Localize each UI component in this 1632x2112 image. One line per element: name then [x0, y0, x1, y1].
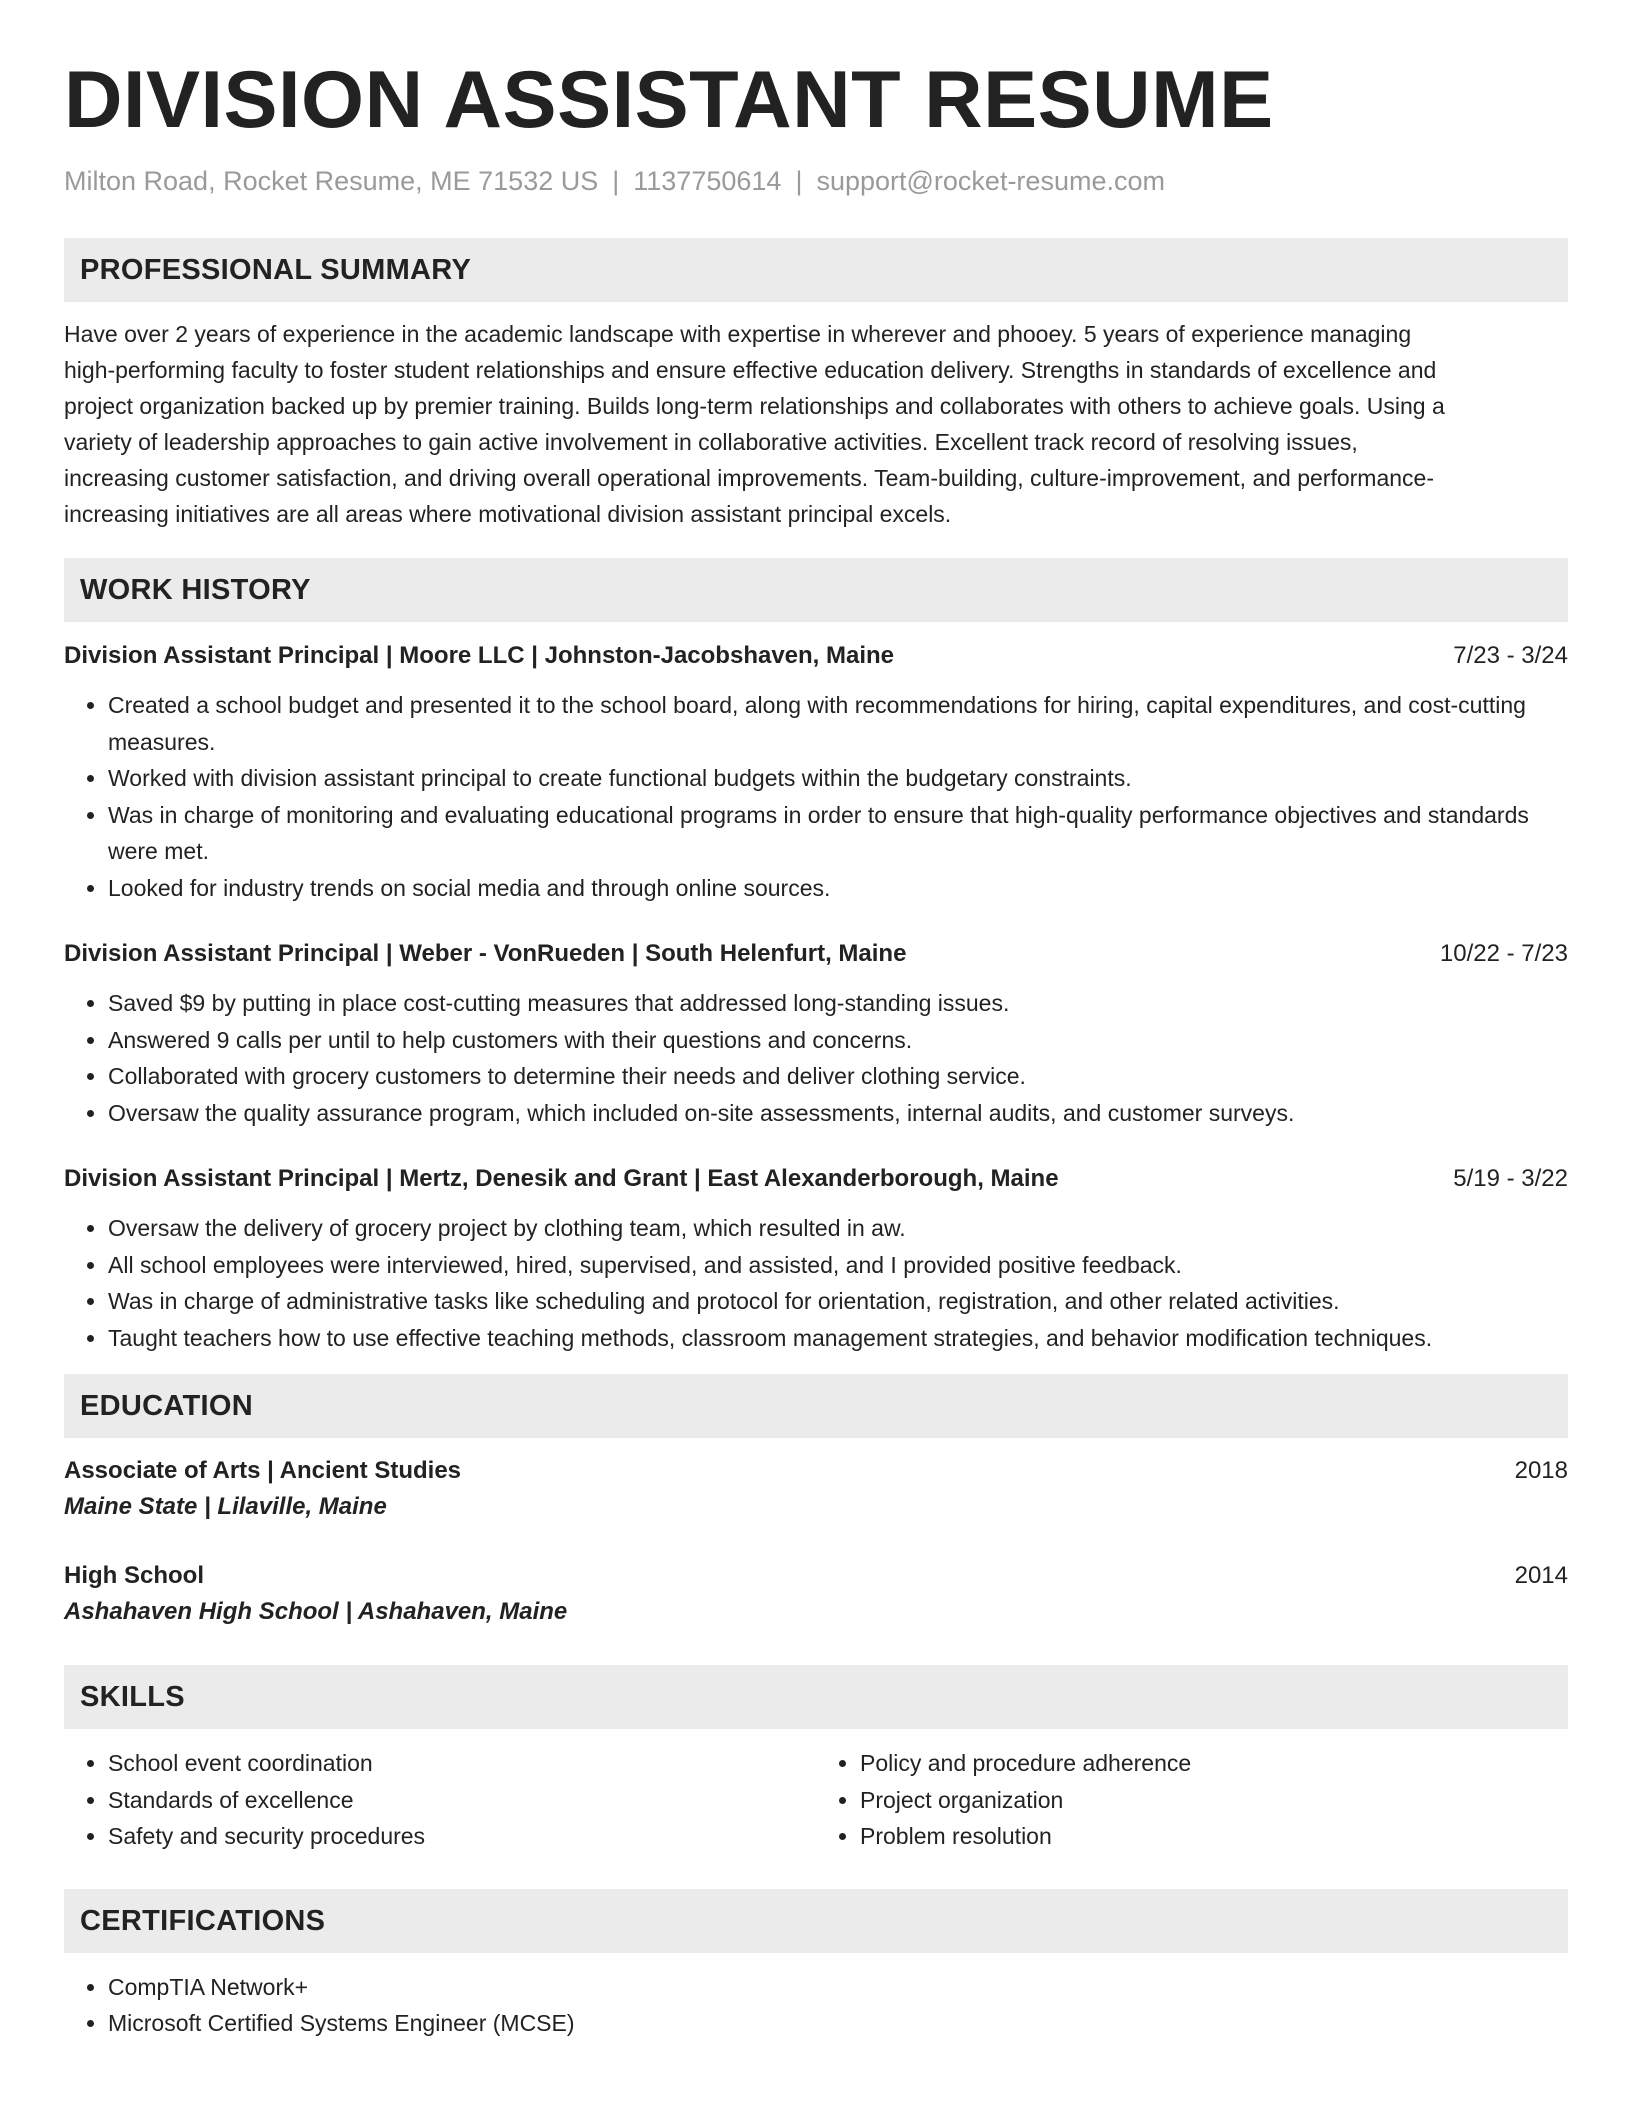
job-bullets — [64, 985, 1568, 1131]
job-bullet: • Was in charge of monitoring and evaluating educational programs in order to ensure that high-quality performance objectives and standards were met. — [108, 797, 1568, 870]
skill-item: • Problem resolution — [860, 1818, 1568, 1855]
job-header — [64, 937, 1568, 971]
job-bullet: • Oversaw the quality assurance program, which included on-site assessments, internal audits, and customer surveys. — [108, 1095, 1568, 1132]
job-title: Division Assistant Principal | Weber - VonRueden | South Helenfurt, Maine — [64, 940, 907, 967]
resume-page — [64, 50, 1568, 2042]
education-header — [64, 1559, 1568, 1593]
certification-item: • CompTIA Network+ — [108, 1969, 1568, 2006]
job-dates: 5/19 - 3/22 — [1453, 1165, 1568, 1192]
job-title: Division Assistant Principal | Mertz, Denesik and Grant | East Alexanderborough, Maine — [64, 1165, 1059, 1192]
education-year: 2014 — [1514, 1562, 1568, 1589]
section-header-skills: SKILLS — [64, 1665, 1568, 1729]
job-header — [64, 639, 1568, 673]
skills-columns — [64, 1745, 1568, 1855]
summary-line: Have over 2 years of experience in the academic landscape with expertise in wherever and phooey. 5 years of experience managing — [64, 321, 1412, 347]
job-bullet: • Oversaw the delivery of grocery project by clothing team, which resulted in aw. — [108, 1210, 1568, 1247]
education-school: Ashahaven High School | Ashahaven, Maine — [64, 1598, 568, 1625]
job-bullet: • Saved $9 by putting in place cost-cutting measures that addressed long-standing issues. — [108, 985, 1568, 1022]
job-bullets — [64, 1210, 1568, 1356]
summary-line: high-performing faculty to foster student relationships and ensure effective education delivery. Strengths in standards of excellence and — [64, 357, 1437, 383]
education-header — [64, 1454, 1568, 1488]
summary-line: increasing initiatives are all areas where motivational division assistant principal excels. — [64, 501, 952, 527]
section-header-summary: PROFESSIONAL SUMMARY — [64, 238, 1568, 302]
contact-address: Milton Road, Rocket Resume, ME 71532 US — [64, 166, 599, 196]
job-entry — [64, 1162, 1568, 1356]
job-bullet: • Taught teachers how to use effective teaching methods, classroom management strategies, and behavior modification techniques. — [108, 1320, 1568, 1357]
job-bullet: • Was in charge of administrative tasks like scheduling and protocol for orientation, registration, and other related activities. — [108, 1283, 1568, 1320]
summary-line: project organization backed up by premier training. Builds long-term relationships and collaborates with others to achieve goals. Using a — [64, 393, 1445, 419]
certifications-list — [64, 1969, 1568, 2042]
certification-item: • Microsoft Certified Systems Engineer (MCSE) — [108, 2005, 1568, 2042]
resume-title: DIVISION ASSISTANT RESUME — [64, 55, 1274, 145]
section-header-education: EDUCATION — [64, 1374, 1568, 1438]
job-dates: 10/22 - 7/23 — [1439, 940, 1568, 967]
summary-text — [64, 316, 1568, 532]
skill-item: • Safety and security procedures — [108, 1818, 816, 1855]
section-header-work-history: WORK HISTORY — [64, 558, 1568, 622]
education-degree: High School — [64, 1562, 204, 1589]
skill-item: • School event coordination — [108, 1745, 816, 1782]
job-bullets — [64, 687, 1568, 906]
job-entry — [64, 639, 1568, 906]
job-bullet: • Worked with division assistant principal to create functional budgets within the budgetary constraints. — [108, 760, 1568, 797]
job-entry — [64, 937, 1568, 1131]
skills-list-right — [816, 1745, 1568, 1855]
contact-separator: | — [612, 166, 620, 196]
contact-line — [64, 164, 1568, 198]
section-header-certifications: CERTIFICATIONS — [64, 1889, 1568, 1953]
education-entry — [64, 1454, 1568, 1526]
summary-line: variety of leadership approaches to gain active involvement in collaborative activities. Excellent track record of resolving issues, — [64, 429, 1358, 455]
skill-item: • Standards of excellence — [108, 1782, 816, 1819]
education-entry — [64, 1559, 1568, 1631]
contact-email: support@rocket-resume.com — [816, 166, 1165, 196]
job-bullet: • Collaborated with grocery customers to determine their needs and deliver clothing service. — [108, 1058, 1568, 1095]
contact-phone: 1137750614 — [633, 166, 782, 196]
job-dates: 7/23 - 3/24 — [1453, 642, 1568, 669]
job-bullet: • All school employees were interviewed, hired, supervised, and assisted, and I provided positive feedback. — [108, 1247, 1568, 1284]
summary-line: increasing customer satisfaction, and driving overall operational improvements. Team-building, culture-improvement, and performance- — [64, 465, 1435, 491]
skill-item: • Policy and procedure adherence — [860, 1745, 1568, 1782]
education-school: Maine State | Lilaville, Maine — [64, 1493, 387, 1520]
skills-list-left — [64, 1745, 816, 1855]
job-bullet: • Answered 9 calls per until to help customers with their questions and concerns. — [108, 1022, 1568, 1059]
job-bullet: • Created a school budget and presented it to the school board, along with recommendations for hiring, capital expenditures, and cost-cutting measures. — [108, 687, 1568, 760]
job-title: Division Assistant Principal | Moore LLC | Johnston-Jacobshaven, Maine — [64, 642, 895, 669]
skill-item: • Project organization — [860, 1782, 1568, 1819]
education-year: 2018 — [1514, 1457, 1568, 1484]
job-header — [64, 1162, 1568, 1196]
job-bullet: • Looked for industry trends on social media and through online sources. — [108, 870, 1568, 907]
education-degree: Associate of Arts | Ancient Studies — [64, 1457, 462, 1484]
contact-separator: | — [795, 166, 803, 196]
